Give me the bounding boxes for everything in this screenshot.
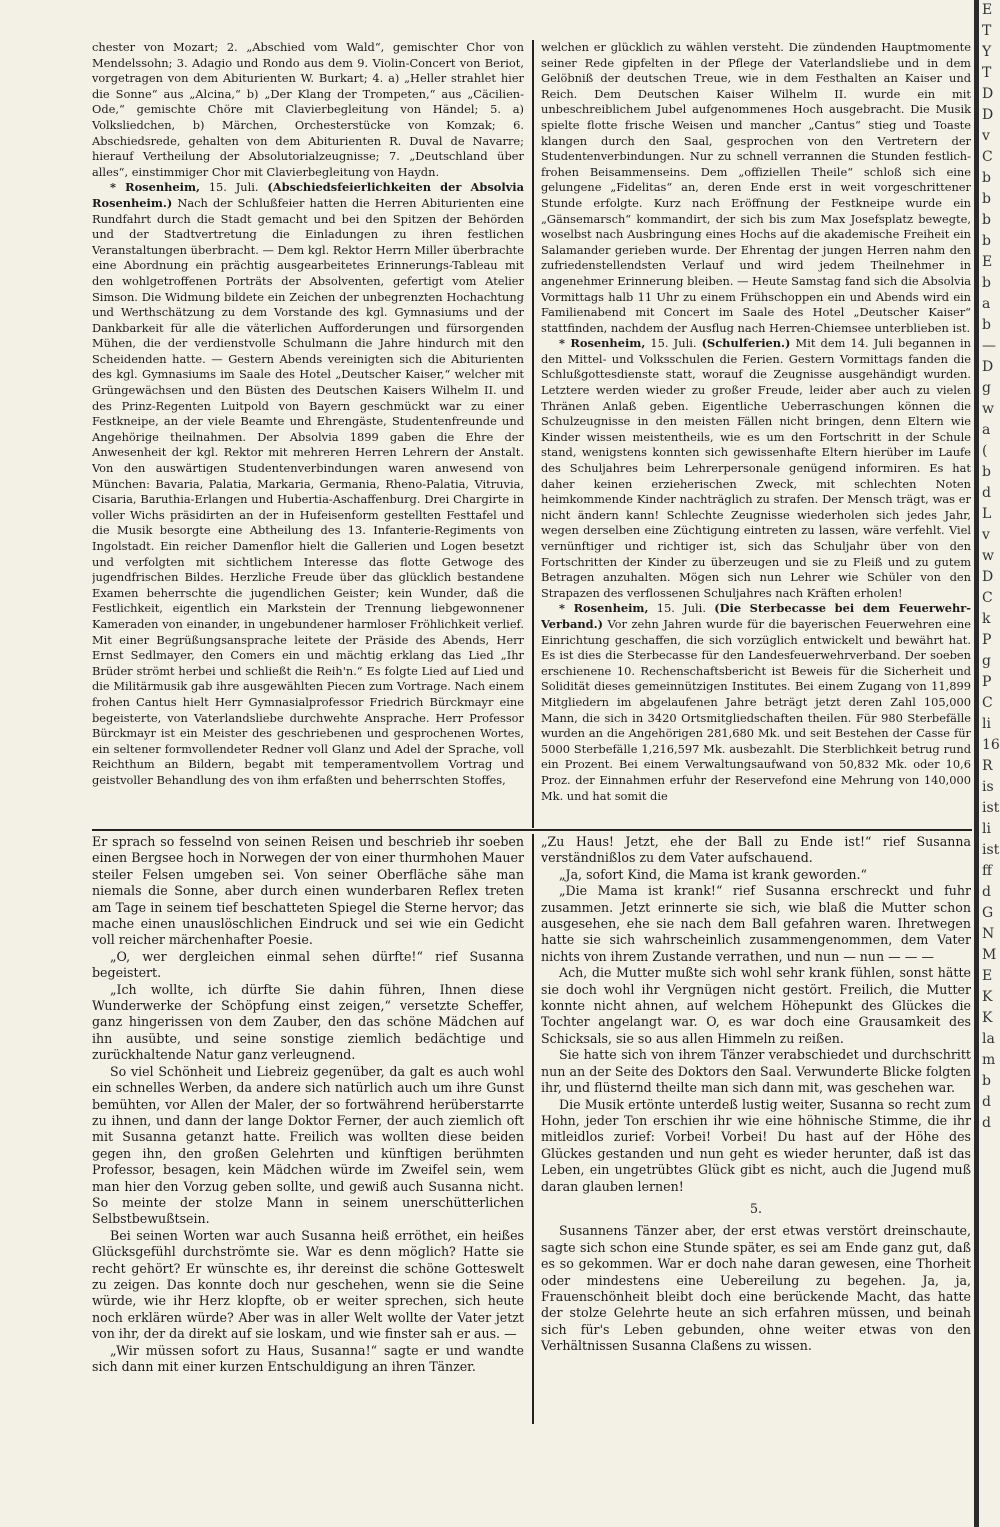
article-headline: (Abschiedsfeierlichkeiten der Absolvia Rosenheim.) bbox=[92, 180, 524, 210]
edge-fragment: — bbox=[982, 338, 996, 354]
edge-fragment: v bbox=[982, 527, 990, 543]
edge-fragment: C bbox=[982, 590, 993, 606]
article-date: 15. Juli. bbox=[648, 601, 715, 616]
chapter-number: 5. bbox=[749, 1200, 763, 1216]
feuilleton-paragraph: Die Musik ertönte unterdeß lustig weiter, Susanna so recht zum Hohn, jeder Ton erschien ihr wie eine höhnische Stimme, die ihr mitleidlos zurief: Vorbei! Vorbei! Du hast auf der Höhe des Glückes gestanden und nun geht es wieder herunter, daß ist das Leben, ein ungetrübtes Glück gibt es nicht, auch die Jugend muß daran glauben lernen! bbox=[541, 1096, 971, 1194]
article-schulferien bbox=[541, 336, 971, 601]
edge-fragment: li bbox=[982, 716, 991, 732]
edge-fragment: D bbox=[982, 86, 994, 102]
edge-fragment: N bbox=[982, 926, 995, 942]
edge-fragment: la bbox=[982, 1031, 995, 1047]
edge-fragment: 16 bbox=[982, 737, 1000, 753]
feuilleton-separator bbox=[92, 829, 972, 831]
feuilleton-paragraph: Bei seinen Worten war auch Susanna heiß erröthet, ein heißes Glücksgefühl durchströmte sie. War es denn möglich? Hatte sie recht gehört? Er wünschte es, ihr dereinst die schöne Gotteswelt zu zeigen. Das konnte doch nur geschehen, wenn sie die Seine würde, wie ihr Herz klopfte, ob er weiter sprechen, sich heute noch erklären würde? Aber was in aller Welt wollte der Vater jetzt von ihr, der da direkt auf sie loskam, und wie finster sah er aus. — bbox=[92, 1227, 524, 1342]
column-divider-top bbox=[532, 40, 534, 828]
edge-fragment: D bbox=[982, 107, 994, 123]
feuilleton-paragraph: „Die Mama ist krank!“ rief Susanna erschreckt und fuhr zusammen. Jetzt erinnerte sie sich, wie blaß die Mutter schon ausgesehen, ehe sie nach dem Ball gefahren waren. Ihretwegen hatte sie sich wahrscheinlich zusammengenommen, dem Vater nichts von ihrem Zustande verrathen, und nun — nun — — — bbox=[541, 883, 971, 964]
edge-fragment: ff bbox=[982, 863, 992, 879]
article-body: Mit dem 14. Juli begannen in den Mittel- und Volksschulen die Ferien. Gestern Vormittags fanden die Schlußgottesdienste statt, worauf die Zeugnisse ausgehändigt wurden. Letztere werden wieder zu großer Freude, leider aber auch zu vielen Thränen Anlaß geben. Eigentliche Ueberraschungen können die Schulzeugnisse in den meisten Fällen nicht bringen, denn Eltern wie Kinder wissen meistentheils, wie es um den Fortschritt in der Schule stand, wenigstens konnten sich gewissenhafte Eltern hierüber im Laufe des Schuljahres beim Lehrerpersonale genügend informiren. Es hat daher keinen erzieherischen Zweck, mit schlechten Noten heimkommende Kinder nachträglich zu strafen. Der Mensch trägt, was er nicht ändern kann! Schlechte Zeugnisse wiederholen sich jedes Jahr, wegen derselben eine Züchtigung eintreten zu lassen, wäre verfehlt. Viel vernünftiger und richtiger ist, sich das Schuljahr über von den Fortschritten der Kinder zu überzeugen und sie zu Fleiß und zu gutem Betragen anzuhalten. Mögen sich nun Lehrer wie Schüler von den Strapazen des verflossenen Schuljahres nach Kräften erholen! bbox=[541, 336, 971, 600]
edge-fragment: K bbox=[982, 989, 993, 1005]
feuilleton-paragraph: Sie hatte sich von ihrem Tänzer verabschiedet und durchschritt nun an der Seite des Doktors den Saal. Verwunderte Blicke folgten ihr, und flüsternd theilte man sich dann mit, was geschehen war. bbox=[541, 1047, 971, 1096]
article-body: Vor zehn Jahren wurde für die bayerischen Feuerwehren eine Einrichtung geschaffen, die sich vorzüglich entwickelt und bewährt hat. Es ist dies die Sterbecasse für den Landesfeuerwehrverband. Der soeben erschienene 10. Rechenschaftsbericht ist Beweis für die Sicherheit und Solidität dieses gemeinnützigen Institutes. Bei einem Zugang von 11,899 Mitgliedern im abgelaufenen Jahre beträgt jetzt deren Zahl 105,000 Mann, die sich in 3420 Ortsmitgliedschaften theilen. Für 980 Sterbefälle wurden an die Angehörigen 281,680 Mk. und seit Bestehen der Casse für 5000 Sterbefälle 1,216,597 Mk. ausbezahlt. Die Sterblichkeit betrug rund ein Prozent. Bei einem Verwaltungsaufwand von 50,832 Mk. oder 10,6 Proz. der Einnahmen erfuhr der Reservefond eine Mehrung von 140,000 Mk. und hat somit die bbox=[541, 616, 971, 803]
adjacent-page-fragment bbox=[982, 0, 1000, 1527]
page-gutter-edge bbox=[974, 0, 979, 1527]
edge-fragment: b bbox=[982, 1073, 991, 1089]
edge-fragment: d bbox=[982, 1094, 991, 1110]
edge-fragment: C bbox=[982, 695, 993, 711]
article-date: 15. Juli. bbox=[645, 336, 702, 351]
edge-fragment: b bbox=[982, 191, 991, 207]
edge-fragment: b bbox=[982, 212, 991, 228]
edge-fragment: T bbox=[982, 65, 992, 81]
edge-fragment: E bbox=[982, 254, 993, 270]
edge-fragment: K bbox=[982, 1010, 993, 1026]
edge-fragment: ( bbox=[982, 443, 988, 459]
continued-text: welchen er glücklich zu wählen versteht. Die zündenden Hauptmomente seiner Rede gipfelten in der Pflege der Vaterlandsliebe und in dem Gelöbniß der deutschen Treue, wie in dem Festhalten an Kaiser und Reich. Dem Deutschen Kaiser Wilhelm II. wurde ein mit unbeschreiblichem Jubel aufgenommenes Hoch ausgebracht. Die Musik spielte flotte frische Weisen und mancher „Cantus“ stieg und Toaste klangen durch den Saal, gesprochen von den Vertretern der Studentenverbindungen. Nur zu schnell verrannen die Stunden festlich-frohen Beisammenseins. Dem „offiziellen Theile“ schloß sich eine gelungene „Fidelitas“ an, deren Ende erst in weit vorgeschrittener Stunde erfolgte. Kurz nach Eröffnung der Festkneipe wurde ein „Gänsemarsch“ kommandirt, der sich bis zum Max Josefsplatz bewegte, woselbst nach Ausbringung eines Hochs auf die akademische Freiheit ein Salamander gerieben wurde. Der Ehrentag der jungen Herren nahm den zufriedenstellendsten Verlauf und wird jedem Theilnehmer in angenehmer Erinnerung bleiben. — Heute Samstag fand sich die Absolvia Vormittags halb 11 Uhr zu einem Frühschoppen ein und Abends wird ein Familienabend mit Concert im Saale des Hotel „Deutscher Kaiser“ stattfinden, nachdem der Ausflug nach Herren-Chiemsee unterblieben ist. bbox=[541, 40, 971, 335]
edge-fragment: k bbox=[982, 611, 991, 627]
edge-fragment: R bbox=[982, 758, 993, 774]
news-right-column bbox=[541, 40, 971, 822]
edge-fragment: d bbox=[982, 884, 991, 900]
feuilleton-left-column bbox=[92, 834, 524, 1454]
article-place: * Rosenheim, bbox=[559, 336, 646, 351]
edge-fragment: Y bbox=[982, 44, 992, 60]
feuilleton-paragraph: „Ich wollte, ich dürfte Sie dahin führen, Ihnen diese Wunderwerke der Schöpfung einst zeigen,“ versetzte Scheffer, ganz hingerissen von dem Zauber, den das schöne Mädchen auf ihn ausübte, und seine sonstige ziemlich bedächtige und zurückhaltende Natur ganz verleugnend. bbox=[92, 981, 524, 1063]
edge-fragment: D bbox=[982, 359, 994, 375]
edge-fragment: L bbox=[982, 506, 992, 522]
edge-fragment: E bbox=[982, 968, 993, 984]
edge-fragment: w bbox=[982, 401, 994, 417]
feuilleton-paragraph: „Ja, sofort Kind, die Mama ist krank geworden.“ bbox=[559, 866, 867, 882]
article-place: * Rosenheim, bbox=[110, 180, 200, 195]
edge-fragment: b bbox=[982, 464, 991, 480]
edge-fragment: b bbox=[982, 317, 991, 333]
continued-text: chester von Mozart; 2. „Abschied vom Wald“, gemischter Chor von Mendelssohn; 3. Adagio und Rondo aus dem 9. Violin-Concert von Beriot, vorgetragen von dem Abiturienten W. Burkart; 4. a) „Heller strahlet hier die Sonne“ aus „Alcina,“ b) „Der Klang der Trompeten,“ aus „Cäcilien-Ode,“ gemischte Chöre mit Clavierbegleitung von Händel; 5. a) Volksliedchen, b) Märchen, Orchesterstücke von Komzak; 6. Abschiedsrede, gehalten von dem Abiturienten R. Duval de Navarre; hierauf Vertheilung der Absolutorialzeugnisse; 7. „Deutschland über alles“, einstimmiger Chor mit Clavierbegleitung von Haydn. bbox=[92, 40, 524, 179]
article-abschiedsfeier bbox=[92, 180, 524, 788]
edge-fragment: v bbox=[982, 128, 990, 144]
edge-fragment: li bbox=[982, 821, 991, 837]
article-sterbecasse bbox=[541, 601, 971, 804]
edge-fragment: g bbox=[982, 380, 991, 396]
feuilleton-paragraph: Susannens Tänzer aber, der erst etwas verstört dreinschaute, sagte sich schon eine Stunde später, es sei am Ende ganz gut, daß es so gekommen. War er doch nahe daran gewesen, eine Thorheit oder mindestens eine Uebereilung zu begehen. Ja, ja, Frauenschönheit bleibt doch eine berückende Macht, das hatte der stolze Gelehrte heute an sich erfahren müssen, und beinah sich für's Leben gebunden, ohne weiter etwas von den Verhältnissen Susanna Claßens zu wissen. bbox=[541, 1223, 971, 1354]
edge-fragment: T bbox=[982, 23, 992, 39]
edge-fragment: b bbox=[982, 275, 991, 291]
edge-fragment: a bbox=[982, 422, 991, 438]
edge-fragment: a bbox=[982, 296, 991, 312]
feuilleton-paragraph: „Wir müssen sofort zu Haus, Susanna!“ sagte er und wandte sich dann mit einer kurzen Entschuldigung an ihren Tänzer. bbox=[92, 1342, 524, 1374]
column-divider-bottom bbox=[532, 834, 534, 1424]
article-headline: (Die Sterbecasse bei dem Feuerwehr-Verband.) bbox=[541, 601, 971, 631]
edge-fragment: d bbox=[982, 485, 991, 501]
edge-fragment: M bbox=[982, 947, 997, 963]
edge-fragment: is bbox=[982, 779, 994, 795]
article-date: 15. Juli. bbox=[200, 180, 268, 195]
edge-fragment: P bbox=[982, 632, 992, 648]
feuilleton-paragraph: Er sprach so fesselnd von seinen Reisen und beschrieb ihr soeben einen Bergsee hoch in Norwegen der von einer thurmhohen Mauer steiler Felsen umgeben sei. Von seiner Oberfläche sähe man niemals die Sonne, aber durch einen wunderbaren Reflex treten am Tage in seinem tief beschatteten Spiegel die Sterne hervor; das mache einen unauslöschlichen Eindruck und sei wie ein Gedicht voll reicher märchenhafter Poesie. bbox=[92, 834, 524, 948]
feuilleton-right-column bbox=[541, 834, 971, 1454]
edge-fragment: D bbox=[982, 569, 994, 585]
news-left-column bbox=[92, 40, 524, 822]
article-place: * Rosenheim, bbox=[559, 601, 649, 616]
edge-fragment: P bbox=[982, 674, 992, 690]
edge-fragment: ist bbox=[982, 800, 1000, 816]
feuilleton-paragraph: Ach, die Mutter mußte sich wohl sehr krank fühlen, sonst hätte sie doch wohl ihr Vergnügen nicht gestört. Freilich, die Mutter konnte nicht ahnen, auf welchem Höhepunkt des Glückes die Tochter angelangt war. O, es war doch eine Grausamkeit des Schicksals, sie so aus allen Himmeln zu reißen. bbox=[541, 965, 971, 1046]
edge-fragment: g bbox=[982, 653, 991, 669]
feuilleton-paragraph: „Zu Haus! Jetzt, ehe der Ball zu Ende ist!“ rief Susanna verständnißlos zu dem Vater aufschauend. bbox=[541, 834, 971, 866]
edge-fragment: G bbox=[982, 905, 994, 921]
edge-fragment: m bbox=[982, 1052, 996, 1068]
edge-fragment: E bbox=[982, 2, 993, 18]
feuilleton-paragraph: „O, wer dergleichen einmal sehen dürfte!“ rief Susanna begeistert. bbox=[92, 948, 524, 981]
edge-fragment: b bbox=[982, 233, 991, 249]
edge-fragment: ist bbox=[982, 842, 1000, 858]
edge-fragment: C bbox=[982, 149, 993, 165]
edge-fragment: b bbox=[982, 170, 991, 186]
edge-fragment: w bbox=[982, 548, 994, 564]
edge-fragment: d bbox=[982, 1115, 991, 1131]
feuilleton-paragraph: So viel Schönheit und Liebreiz gegenüber, da galt es auch wohl ein schnelles Werben, da andere sich natürlich auch um ihre Gunst bemühten, vor Allen der Maler, der so fortwährend herüberstarrte zu ihnen, und dann der lange Doktor Ferner, der auch ziemlich oft mit Susanna getanzt hatte. Freilich was wollten diese beiden gegen ihn, den großen Gelehrten und künftigen berühmten Professor, besagen, kein Mädchen würde im Zweifel sein, wem man hier den Vorzug geben sollte, und gewiß auch Susanna nicht. So meinte der stolze Mann in seinem unerschütterlichen Selbstbewußtsein. bbox=[92, 1063, 524, 1227]
article-headline: (Schulferien.) bbox=[701, 336, 791, 351]
article-body: Nach der Schlußfeier hatten die Herren Abiturienten eine Rundfahrt durch die Stadt gemacht und bei den Spitzen der Behörden und der Stadtvertretung die Einladungen zu ihren festlichen Veranstaltungen überbracht. — Dem kgl. Rektor Herrn Miller überbrachte eine Abordnung ein prächtig ausgearbeitetes Erinnerungs-Tableau mit den wohlgetroffenen Porträts der Absolventen, gefertigt vom Atelier Simson. Die Widmung bildete ein Zeichen der unbegrenzten Hochachtung und Werthschätzung zu dem Vorstande des kgl. Gymnasiums und der Dankbarkeit für alle die väterlichen Aufforderungen und fürsorgenden Mühen, die der verdienstvolle Schulmann die Jahre hindurch mit den Scheidenden hatte. — Gestern Abends vereinigten sich die Abiturienten des kgl. Gymnasiums im Saale des Hotel „Deutscher Kaiser,“ welcher mit Grüngewächsen und den Büsten des Deutschen Kaisers Wilhelm II. und des Prinz-Regenten Luitpold von Bayern geschmückt war zu einer Festkneipe, an der viele Beamte und Ehrengäste, Studentenfreunde und Angehörige theilnahmen. Der Absolvia 1899 gaben die Ehre der Anwesenheit der kgl. Rektor mit mehreren Herren Lehrern der Anstalt. Von den auswärtigen Studentenverbindungen waren anwesend von München: Bavaria, Palatia, Markaria, Germania, Rheno-Palatia, Vitruvia, Cisaria, Baruthia-Erlangen und Hubertia-Aschaffenburg. Drei Chargirte in voller Wichs präsidirten an der in Hufeisenform gestellten Festtafel und die Musik besorgte eine Abtheilung des 13. Infanterie-Regiments von Ingolstadt. Ein reicher Damenflor hielt die Gallerien und Logen besetzt und verfolgten mit sichtlichem Interesse das flotte Getwoge des jugendfrischen Bildes. Herzliche Freude über das glücklich bestandene Examen beherrschte die jugendlichen Geister; kein Wunder, daß die Festlichkeit, eigentlich ein Markstein der Trennung liebgewonnener Kameraden von einander, in ungebundener harmloser Fröhlichkeit verlief. Mit einer Begrüßungsansprache leitete der Präside des Abends, Herr Ernst Sedlmayer, den Comers ein und mächtig erklang das Lied „Ihr Brüder strömt herbei und schließt die Reih'n.“ Es folgte Lied auf Lied und die Militärmusik gab ihre ausgewählten Piecen zum Vortrage. Nach einem frohen Cantus hielt Herr Gymnasialprofessor Friedrich Bürckmayr eine begeisterte, von Vaterlandsliebe durchwehte Ansprache. Herr Professor Bürckmayr ist ein Meister des geschriebenen und gesprochenen Wortes, ein seltener formvollendeter Redner voll Glanz und Adel der Sprache, voll Reichthum an Bildern, begabt mit temperamentvollem Vortrag und geistvoller Behandlung des von ihm erfaßten und beherrschten Stoffes, bbox=[92, 195, 524, 787]
